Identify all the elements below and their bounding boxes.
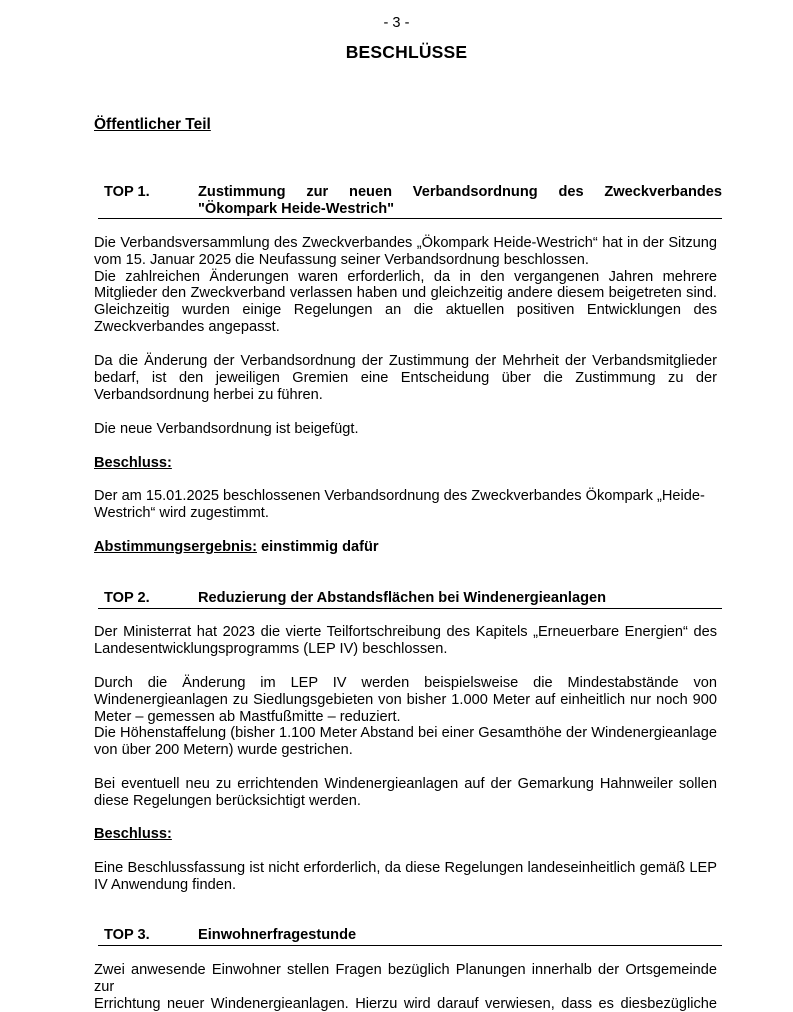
top2-paragraph-3 [94, 776, 717, 810]
top2-beschluss-label: Beschluss: [94, 826, 172, 842]
text-line: von über 200 Metern) wurde gestrichen. [94, 742, 353, 759]
text-line: Windenergieanlagen zu Siedlungsgebieten von bisher 1.000 Meter auf einheitlich nur noch 900 [94, 691, 717, 708]
text-line: Die Verbandsversammlung des Zweckverbandes „Ökompark Heide-Westrich“ hat in der Sitzung [94, 235, 717, 251]
text-line: Durch die Änderung im LEP IV werden beispielsweise die Mindestabstände von [94, 675, 717, 691]
top2-heading [98, 590, 722, 609]
top1-title-line1: Zustimmung zur neuen Verbandsordnung des Zweckverbandes [198, 184, 722, 200]
top3-heading [98, 927, 722, 946]
text-line: bedarf, ist den jeweiligen Gremien eine Entscheidung über die Zustimmung zu der [94, 369, 717, 386]
text-line: Landesentwicklungsprogramms (LEP IV) beschlossen. [94, 640, 448, 657]
text-line: Errichtung neuer Windenergieanlagen. Hierzu wird darauf verwiesen, dass es diesbezügliche [94, 995, 717, 1012]
top3-number: TOP 3. [104, 927, 150, 943]
voting-result-value: einstimmig dafür [256, 539, 379, 555]
text-line: Gleichzeitig wurden einige Regelungen an die aktuellen positiven Entwicklungen des [94, 302, 717, 319]
top2-number: TOP 2. [104, 590, 150, 606]
text-line: Der Ministerrat hat 2023 die vierte Teilfortschreibung des Kapitels „Erneuerbare Energien“ des [94, 624, 717, 640]
top2-beschluss-text [94, 860, 717, 894]
text-line: Bei eventuell neu zu errichtenden Windenergieanlagen auf der Gemarkung Hahnweiler sollen [94, 776, 717, 792]
top1-heading [98, 184, 722, 219]
text-line: Eine Beschlussfassung ist nicht erforderlich, da diese Regelungen landeseinheitlich gemäß LEP [94, 860, 717, 876]
top2-paragraph-1 [94, 624, 717, 658]
top1-beschluss-label: Beschluss: [94, 455, 172, 471]
top1-paragraph-3 [94, 421, 717, 438]
top1-beschluss-text [94, 488, 717, 522]
top2-paragraph-2 [94, 675, 717, 759]
top3-paragraph-1 [94, 962, 717, 1012]
text-line: Zwei anwesende Einwohner stellen Fragen bezüglich Planungen innerhalb der Ortsgemeinde zur [94, 962, 717, 995]
text-line: Westrich“ wird zugestimmt. [94, 504, 269, 521]
top2-title: Reduzierung der Abstandsflächen bei Windenergieanlagen [198, 590, 607, 606]
text-line: Verbandsordnung herbei zu führen. [94, 386, 323, 403]
text-line: Der am 15.01.2025 beschlossenen Verbandsordnung des Zweckverbandes Ökompark „Heide- [94, 488, 705, 504]
top1-number: TOP 1. [104, 184, 150, 200]
text-line: Meter – gemessen ab Mastfußmitte – reduziert. [94, 708, 401, 725]
top1-title-line2: "Ökompark Heide-Westrich" [198, 200, 395, 217]
voting-result-label: Abstimmungsergebnis: [94, 539, 257, 555]
top1-paragraph-1 [94, 235, 717, 336]
top1-paragraph-2 [94, 353, 717, 403]
top1-voting-result [94, 539, 379, 555]
text-line: Da die Änderung der Verbandsordnung der Zustimmung der Mehrheit der Verbandsmitglieder [94, 353, 717, 369]
text-line: diese Regelungen berücksichtigt werden. [94, 792, 361, 809]
document-title: BESCHLÜSSE [345, 42, 468, 62]
text-line: Die Höhenstaffelung (bisher 1.100 Meter Abstand bei einer Gesamthöhe der Windenergieanlage [94, 725, 717, 742]
top3-title: Einwohnerfragestunde [198, 927, 357, 943]
text-line: Die neue Verbandsordnung ist beigefügt. [94, 421, 359, 437]
text-line: Mitglieder den Zweckverband verlassen haben und gleichzeitig andere diesem beigetreten sind. [94, 285, 717, 302]
page-number: - 3 - [383, 15, 410, 31]
text-line: Die zahlreichen Änderungen waren erforderlich, da in den vergangenen Jahren mehrere [94, 268, 717, 285]
text-line: vom 15. Januar 2025 die Neufassung seiner Verbandsordnung beschlossen. [94, 251, 589, 268]
section-title: Öffentlicher Teil [94, 116, 211, 133]
text-line: Zweckverbandes angepasst. [94, 318, 280, 335]
text-line: IV Anwendung finden. [94, 876, 236, 893]
